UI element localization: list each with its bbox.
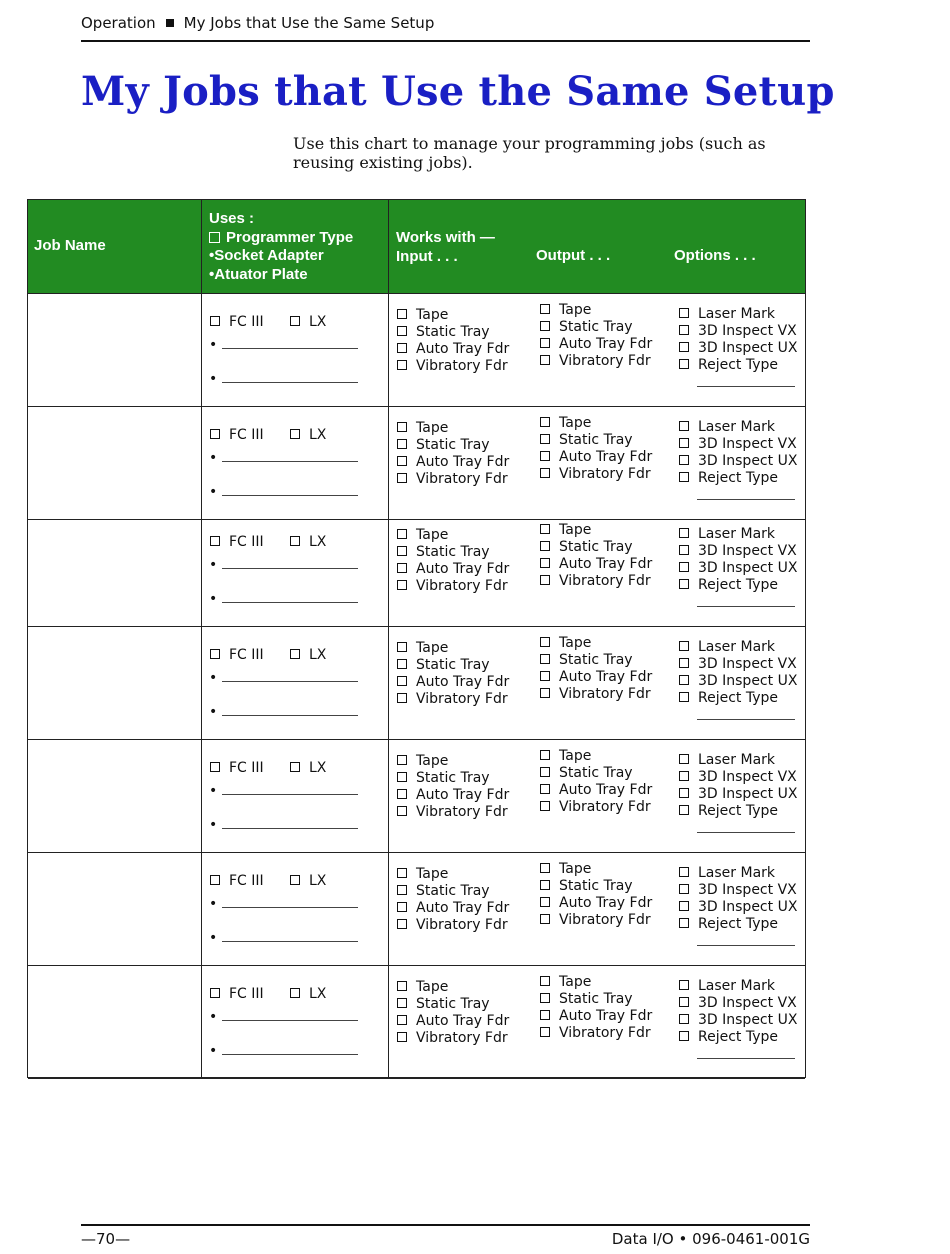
checkbox-icon — [540, 321, 550, 331]
header-uses — [209, 210, 353, 284]
checkbox-icon — [290, 536, 300, 546]
checkbox-icon — [397, 326, 407, 336]
input-option-checkbox[interactable]: Auto Tray Fdr — [397, 787, 509, 804]
option-checkbox[interactable]: 3D Inspect UX — [679, 1012, 797, 1029]
option-checkbox[interactable]: Laser Mark — [679, 526, 775, 543]
header-section: Operation — [81, 14, 156, 32]
input-option-checkbox[interactable]: Tape — [397, 527, 448, 544]
option-checkbox[interactable]: Reject Type — [679, 577, 778, 594]
checkbox-icon — [397, 806, 407, 816]
checkbox-icon — [540, 417, 550, 427]
checkbox-icon — [679, 771, 689, 781]
option-checkbox[interactable]: 3D Inspect VX — [679, 656, 797, 673]
checkbox-icon — [679, 472, 689, 482]
checkbox-icon — [397, 473, 407, 483]
checkbox-icon — [540, 575, 550, 585]
checkbox-icon — [397, 563, 407, 573]
option-checkbox[interactable]: 3D Inspect VX — [679, 882, 797, 899]
checkbox-icon — [540, 801, 550, 811]
checkbox-icon — [679, 562, 689, 572]
input-option-checkbox[interactable]: Vibratory Fdr — [397, 691, 508, 708]
output-option-checkbox[interactable]: Static Tray — [540, 432, 633, 449]
table-row — [28, 514, 805, 626]
job-name-cell[interactable] — [28, 740, 201, 852]
reject-type-entry-line[interactable] — [697, 832, 795, 833]
option-checkbox[interactable]: Reject Type — [679, 916, 778, 933]
checkbox-icon — [679, 1014, 689, 1024]
checkbox-icon — [679, 438, 689, 448]
checkbox-icon — [679, 754, 689, 764]
checkbox-icon — [210, 316, 220, 326]
checkbox-icon — [540, 914, 550, 924]
checkbox-icon — [397, 343, 407, 353]
bullet-icon: • — [209, 337, 218, 353]
checkbox-icon — [397, 439, 407, 449]
input-option-checkbox[interactable]: Tape — [397, 866, 448, 883]
option-checkbox[interactable]: 3D Inspect VX — [679, 769, 797, 786]
input-option-checkbox[interactable]: Static Tray — [397, 437, 490, 454]
checkbox-icon — [397, 902, 407, 912]
table-row — [28, 294, 805, 406]
output-option-checkbox[interactable]: Auto Tray Fdr — [540, 895, 652, 912]
blank-entry-line[interactable] — [222, 681, 358, 682]
checkbox-icon — [290, 762, 300, 772]
input-option-checkbox[interactable]: Tape — [397, 640, 448, 657]
programmer-type-checkbox[interactable]: FC III — [210, 647, 264, 664]
checkbox-icon — [397, 529, 407, 539]
option-checkbox[interactable]: Laser Mark — [679, 752, 775, 769]
header-output: Output . . . — [536, 247, 611, 264]
checkbox-icon — [540, 1010, 550, 1020]
square-bullet-icon — [166, 19, 174, 27]
checkbox-icon — [540, 880, 550, 890]
checkbox-icon — [210, 649, 220, 659]
output-option-checkbox[interactable]: Tape — [540, 415, 591, 432]
checkbox-icon — [540, 304, 550, 314]
checkbox-icon — [679, 545, 689, 555]
input-option-checkbox[interactable]: Auto Tray Fdr — [397, 454, 509, 471]
checkbox-icon — [540, 993, 550, 1003]
input-option-checkbox[interactable]: Vibratory Fdr — [397, 358, 508, 375]
jobs-table — [27, 199, 806, 1078]
job-name-cell[interactable] — [28, 966, 201, 1078]
checkbox-icon — [397, 642, 407, 652]
bullet-icon: • — [209, 704, 218, 720]
reject-type-entry-line[interactable] — [697, 945, 795, 946]
checkbox-icon — [679, 641, 689, 651]
checkbox-icon — [679, 788, 689, 798]
blank-entry-line[interactable] — [222, 907, 358, 908]
output-option-checkbox[interactable]: Auto Tray Fdr — [540, 1008, 652, 1025]
checkbox-icon — [540, 451, 550, 461]
checkbox-icon — [540, 468, 550, 478]
option-checkbox[interactable]: Laser Mark — [679, 865, 775, 882]
checkbox-icon — [397, 772, 407, 782]
checkbox-icon — [679, 805, 689, 815]
checkbox-icon — [679, 1031, 689, 1041]
checkbox-icon — [540, 338, 550, 348]
header-uses-item-programmer: Programmer Type — [209, 229, 353, 248]
header-job-name: Job Name — [34, 237, 106, 254]
blank-entry-line[interactable] — [222, 715, 358, 716]
header-uses-title: Uses : — [209, 210, 255, 227]
output-option-checkbox[interactable]: Vibratory Fdr — [540, 466, 651, 483]
output-option-checkbox[interactable]: Tape — [540, 522, 591, 539]
programmer-type-checkbox[interactable]: FC III — [210, 760, 264, 777]
bullet-icon: • — [209, 930, 218, 946]
checkbox-icon — [679, 997, 689, 1007]
output-option-checkbox[interactable]: Auto Tray Fdr — [540, 449, 652, 466]
checkbox-icon — [540, 897, 550, 907]
option-checkbox[interactable]: Laser Mark — [679, 978, 775, 995]
checkbox-icon — [540, 524, 550, 534]
table-row — [28, 740, 805, 852]
bullet-icon: • — [209, 591, 218, 607]
header-topic: My Jobs that Use the Same Setup — [183, 14, 435, 32]
input-option-checkbox[interactable]: Vibratory Fdr — [397, 1030, 508, 1047]
output-option-checkbox[interactable]: Static Tray — [540, 765, 633, 782]
blank-entry-line[interactable] — [222, 568, 358, 569]
output-option-checkbox[interactable]: Auto Tray Fdr — [540, 556, 652, 573]
bullet-icon: • — [209, 557, 218, 573]
checkbox-icon — [540, 637, 550, 647]
output-option-checkbox[interactable]: Vibratory Fdr — [540, 686, 651, 703]
checkbox-icon — [209, 232, 220, 243]
job-name-cell[interactable] — [28, 514, 201, 626]
blank-entry-line[interactable] — [222, 602, 358, 603]
checkbox-icon — [397, 885, 407, 895]
checkbox-icon — [679, 658, 689, 668]
output-option-checkbox[interactable]: Tape — [540, 748, 591, 765]
programmer-type-checkbox[interactable]: LX — [290, 760, 326, 777]
checkbox-icon — [679, 675, 689, 685]
output-option-checkbox[interactable]: Static Tray — [540, 539, 633, 556]
checkbox-icon — [397, 998, 407, 1008]
input-option-checkbox[interactable]: Tape — [397, 753, 448, 770]
input-option-checkbox[interactable]: Static Tray — [397, 883, 490, 900]
checkbox-icon — [679, 528, 689, 538]
checkbox-icon — [540, 863, 550, 873]
checkbox-icon — [679, 342, 689, 352]
option-checkbox[interactable]: 3D Inspect UX — [679, 786, 797, 803]
blank-entry-line[interactable] — [222, 941, 358, 942]
input-option-checkbox[interactable]: Auto Tray Fdr — [397, 341, 509, 358]
programmer-type-checkbox[interactable]: LX — [290, 647, 326, 664]
input-option-checkbox[interactable]: Auto Tray Fdr — [397, 900, 509, 917]
input-option-checkbox[interactable]: Auto Tray Fdr — [397, 674, 509, 691]
input-option-checkbox[interactable]: Static Tray — [397, 324, 490, 341]
checkbox-icon — [397, 580, 407, 590]
checkbox-icon — [540, 654, 550, 664]
checkbox-icon — [679, 918, 689, 928]
option-checkbox[interactable]: 3D Inspect VX — [679, 543, 797, 560]
option-checkbox[interactable]: 3D Inspect UX — [679, 899, 797, 916]
output-option-checkbox[interactable]: Static Tray — [540, 878, 633, 895]
blank-entry-line[interactable] — [222, 461, 358, 462]
checkbox-icon — [679, 692, 689, 702]
checkbox-icon — [397, 309, 407, 319]
blank-entry-line[interactable] — [222, 1020, 358, 1021]
option-checkbox[interactable]: Laser Mark — [679, 419, 775, 436]
input-option-checkbox[interactable]: Auto Tray Fdr — [397, 561, 509, 578]
output-option-checkbox[interactable]: Tape — [540, 861, 591, 878]
programmer-type-checkbox[interactable]: LX — [290, 427, 326, 444]
input-option-checkbox[interactable]: Auto Tray Fdr — [397, 1013, 509, 1030]
output-option-checkbox[interactable]: Static Tray — [540, 652, 633, 669]
reject-type-entry-line[interactable] — [697, 719, 795, 720]
checkbox-icon — [397, 456, 407, 466]
checkbox-icon — [290, 649, 300, 659]
blank-entry-line[interactable] — [222, 348, 358, 349]
job-name-cell[interactable] — [28, 294, 201, 406]
checkbox-icon — [679, 867, 689, 877]
option-checkbox[interactable]: Laser Mark — [679, 639, 775, 656]
table-row — [28, 407, 805, 519]
checkbox-icon — [397, 360, 407, 370]
reject-type-entry-line[interactable] — [697, 606, 795, 607]
checkbox-icon — [290, 875, 300, 885]
checkbox-icon — [397, 1032, 407, 1042]
job-name-cell[interactable] — [28, 407, 201, 519]
blank-entry-line[interactable] — [222, 794, 358, 795]
checkbox-icon — [290, 988, 300, 998]
checkbox-icon — [540, 1027, 550, 1037]
checkbox-icon — [397, 868, 407, 878]
option-checkbox[interactable]: Laser Mark — [679, 306, 775, 323]
input-option-checkbox[interactable]: Static Tray — [397, 544, 490, 561]
checkbox-icon — [540, 355, 550, 365]
table-row — [28, 853, 805, 965]
footer-rule — [81, 1224, 810, 1226]
checkbox-icon — [540, 784, 550, 794]
option-checkbox[interactable]: 3D Inspect VX — [679, 436, 797, 453]
option-checkbox[interactable]: 3D Inspect UX — [679, 340, 797, 357]
checkbox-icon — [540, 671, 550, 681]
programmer-type-checkbox[interactable]: LX — [290, 534, 326, 551]
output-option-checkbox[interactable]: Vibratory Fdr — [540, 573, 651, 590]
checkbox-icon — [397, 789, 407, 799]
output-option-checkbox[interactable]: Static Tray — [540, 319, 633, 336]
bullet-icon: • — [209, 670, 218, 686]
checkbox-icon — [679, 579, 689, 589]
job-name-cell[interactable] — [28, 853, 201, 965]
input-option-checkbox[interactable]: Vibratory Fdr — [397, 804, 508, 821]
output-option-checkbox[interactable]: Vibratory Fdr — [540, 799, 651, 816]
checkbox-icon — [540, 750, 550, 760]
programmer-type-checkbox[interactable]: FC III — [210, 427, 264, 444]
option-checkbox[interactable]: Reject Type — [679, 803, 778, 820]
option-checkbox[interactable]: 3D Inspect UX — [679, 560, 797, 577]
header-options: Options . . . — [674, 247, 756, 264]
reject-type-entry-line[interactable] — [697, 386, 795, 387]
blank-entry-line[interactable] — [222, 382, 358, 383]
reject-type-entry-line[interactable] — [697, 1058, 795, 1059]
job-name-cell[interactable] — [28, 627, 201, 739]
checkbox-icon — [679, 421, 689, 431]
checkbox-icon — [540, 688, 550, 698]
checkbox-icon — [540, 767, 550, 777]
option-checkbox[interactable]: Reject Type — [679, 690, 778, 707]
option-checkbox[interactable]: Reject Type — [679, 470, 778, 487]
programmer-type-checkbox[interactable]: FC III — [210, 314, 264, 331]
header-works-with-title: Works with — — [396, 229, 495, 246]
checkbox-icon — [397, 546, 407, 556]
input-option-checkbox[interactable]: Vibratory Fdr — [397, 578, 508, 595]
reject-type-entry-line[interactable] — [697, 499, 795, 500]
bullet-icon: • — [209, 817, 218, 833]
input-option-checkbox[interactable]: Vibratory Fdr — [397, 917, 508, 934]
checkbox-icon — [290, 429, 300, 439]
input-option-checkbox[interactable]: Static Tray — [397, 996, 490, 1013]
output-option-checkbox[interactable]: Vibratory Fdr — [540, 1025, 651, 1042]
page-title: My Jobs that Use the Same Setup — [81, 68, 835, 115]
programmer-type-checkbox[interactable]: FC III — [210, 873, 264, 890]
checkbox-icon — [679, 455, 689, 465]
output-option-checkbox[interactable]: Vibratory Fdr — [540, 912, 651, 929]
checkbox-icon — [679, 884, 689, 894]
blank-entry-line[interactable] — [222, 495, 358, 496]
output-option-checkbox[interactable]: Tape — [540, 302, 591, 319]
row-divider — [28, 1078, 805, 1079]
header-input: Input . . . — [396, 247, 458, 265]
checkbox-icon — [397, 422, 407, 432]
running-header — [81, 14, 810, 42]
programmer-type-checkbox[interactable]: FC III — [210, 534, 264, 551]
output-option-checkbox[interactable]: Vibratory Fdr — [540, 353, 651, 370]
bullet-icon: • — [209, 450, 218, 466]
intro-paragraph: Use this chart to manage your programming jobs (such as reusing existing jobs). — [293, 134, 766, 172]
bullet-icon: • — [209, 1043, 218, 1059]
option-checkbox[interactable]: 3D Inspect VX — [679, 995, 797, 1012]
input-option-checkbox[interactable]: Tape — [397, 979, 448, 996]
input-option-checkbox[interactable]: Static Tray — [397, 657, 490, 674]
checkbox-icon — [540, 976, 550, 986]
checkbox-icon — [679, 359, 689, 369]
checkbox-icon — [540, 558, 550, 568]
checkbox-icon — [679, 980, 689, 990]
checkbox-icon — [210, 429, 220, 439]
document-reference: Data I/O • 096-0461-001G — [611, 1230, 810, 1248]
option-checkbox[interactable]: Reject Type — [679, 357, 778, 374]
page-number: —70— — [81, 1230, 131, 1248]
checkbox-icon — [210, 988, 220, 998]
checkbox-icon — [679, 325, 689, 335]
bullet-icon: • — [209, 783, 218, 799]
programmer-type-checkbox[interactable]: LX — [290, 986, 326, 1003]
programmer-type-checkbox[interactable]: LX — [290, 314, 326, 331]
checkbox-icon — [397, 659, 407, 669]
checkbox-icon — [397, 1015, 407, 1025]
checkbox-icon — [397, 676, 407, 686]
checkbox-icon — [210, 762, 220, 772]
option-checkbox[interactable]: 3D Inspect VX — [679, 323, 797, 340]
programmer-type-checkbox[interactable]: FC III — [210, 986, 264, 1003]
checkbox-icon — [679, 901, 689, 911]
checkbox-icon — [397, 693, 407, 703]
output-option-checkbox[interactable]: Auto Tray Fdr — [540, 669, 652, 686]
bullet-icon: • — [209, 484, 218, 500]
input-option-checkbox[interactable]: Tape — [397, 420, 448, 437]
output-option-checkbox[interactable]: Tape — [540, 635, 591, 652]
table-header — [28, 200, 805, 293]
output-option-checkbox[interactable]: Auto Tray Fdr — [540, 336, 652, 353]
checkbox-icon — [210, 536, 220, 546]
output-option-checkbox[interactable]: Static Tray — [540, 991, 633, 1008]
checkbox-icon — [397, 755, 407, 765]
checkbox-icon — [397, 981, 407, 991]
table-row — [28, 627, 805, 739]
input-option-checkbox[interactable]: Vibratory Fdr — [397, 471, 508, 488]
blank-entry-line[interactable] — [222, 828, 358, 829]
option-checkbox[interactable]: Reject Type — [679, 1029, 778, 1046]
bullet-icon: • — [209, 371, 218, 387]
header-uses-item-plate: •Atuator Plate — [209, 265, 308, 283]
header-works-with — [396, 229, 495, 266]
checkbox-icon — [540, 541, 550, 551]
blank-entry-line[interactable] — [222, 1054, 358, 1055]
header-uses-item-socket: •Socket Adapter — [209, 247, 324, 264]
input-option-checkbox[interactable]: Static Tray — [397, 770, 490, 787]
checkbox-icon — [210, 875, 220, 885]
option-checkbox[interactable]: 3D Inspect UX — [679, 453, 797, 470]
checkbox-icon — [290, 316, 300, 326]
programmer-type-checkbox[interactable]: LX — [290, 873, 326, 890]
output-option-checkbox[interactable]: Auto Tray Fdr — [540, 782, 652, 799]
checkbox-icon — [679, 308, 689, 318]
input-option-checkbox[interactable]: Tape — [397, 307, 448, 324]
checkbox-icon — [540, 434, 550, 444]
option-checkbox[interactable]: 3D Inspect UX — [679, 673, 797, 690]
checkbox-icon — [397, 919, 407, 929]
bullet-icon: • — [209, 896, 218, 912]
bullet-icon: • — [209, 1009, 218, 1025]
table-row — [28, 966, 805, 1078]
output-option-checkbox[interactable]: Tape — [540, 974, 591, 991]
